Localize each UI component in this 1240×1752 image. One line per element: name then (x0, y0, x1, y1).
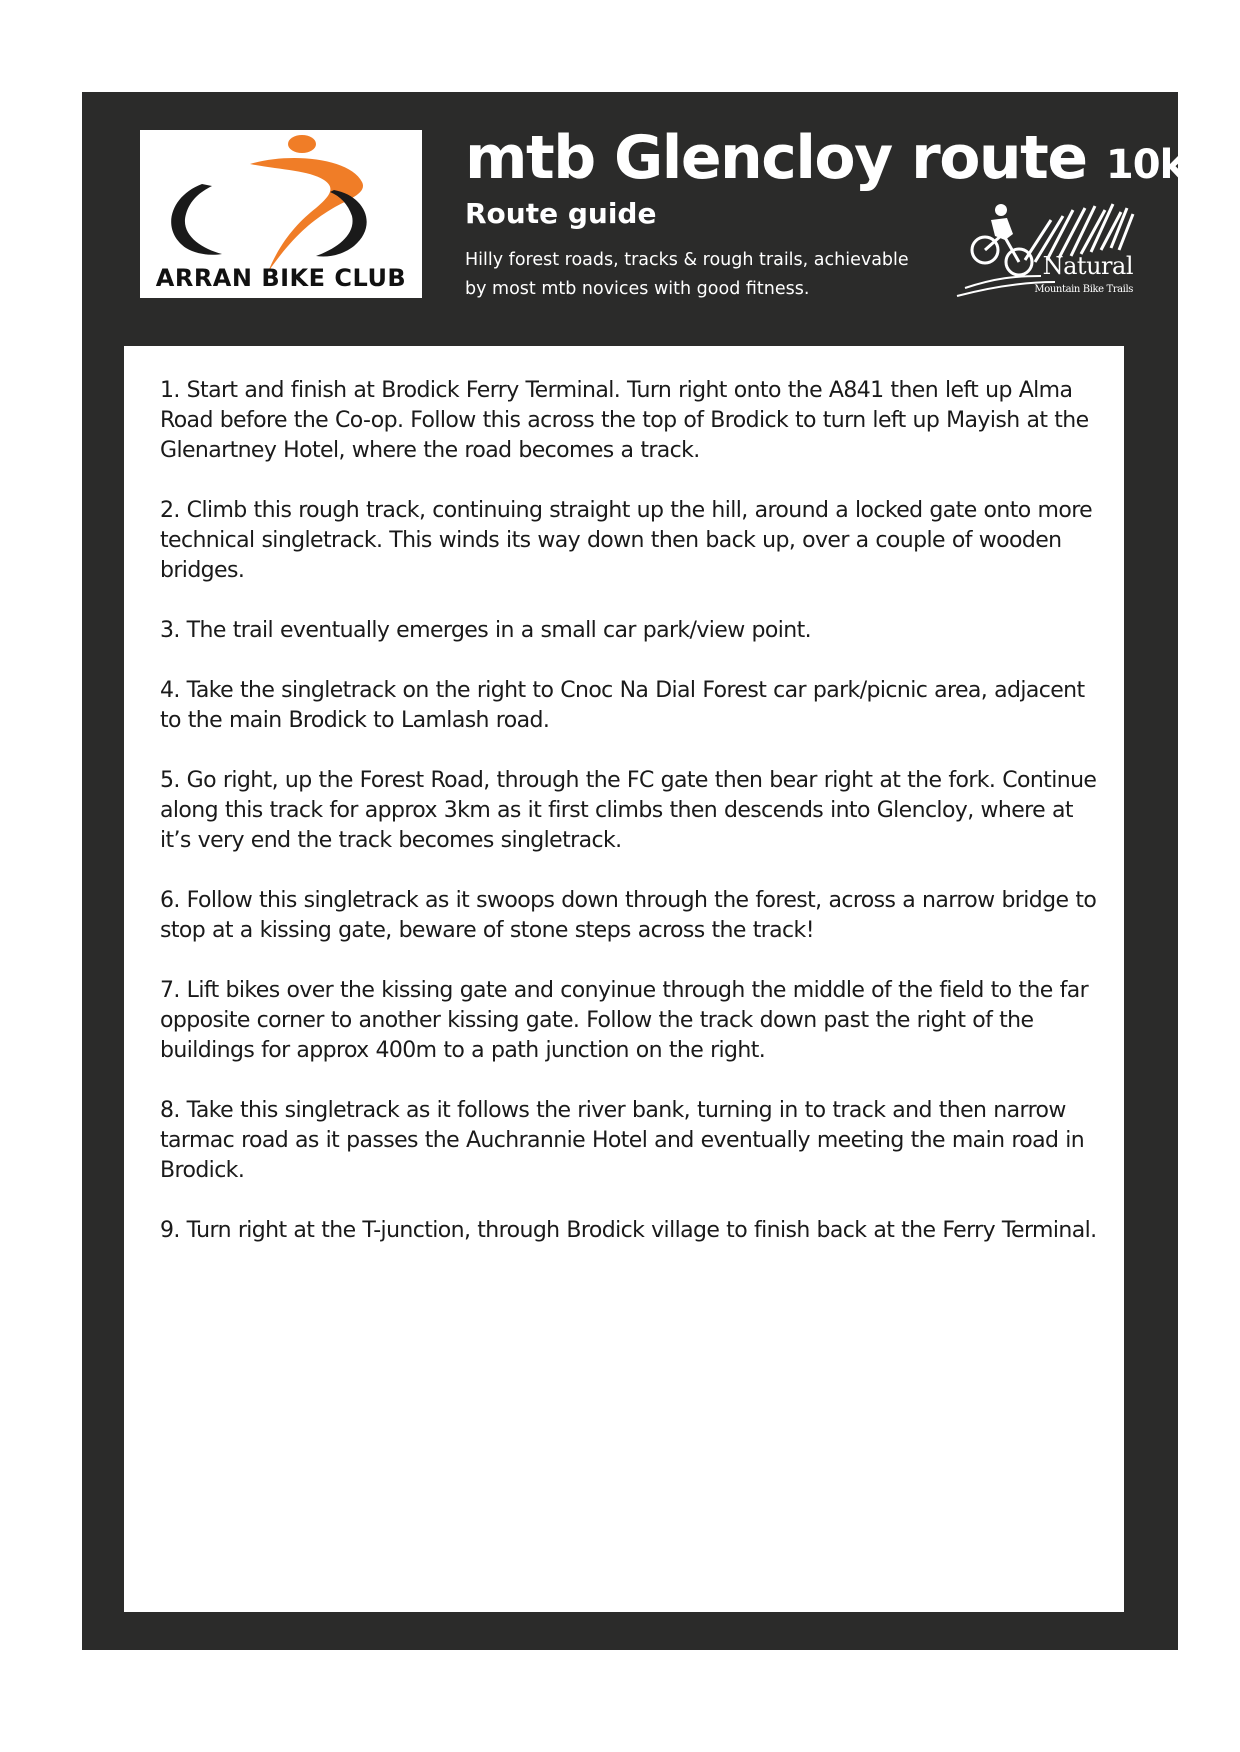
route-step-2: 2. Climb this rough track, continuing straight up the hill, around a locked gate onto more technical singletrack. This winds its way down then back up, over a couple of wooden bridges. (160, 498, 1093, 583)
route-step-4: 4. Take the singletrack on the right to Cnoc Na Dial Forest car park/picnic area, adjacent to the main Brodick to Lamlash road. (160, 678, 1085, 733)
route-step-3: 3. The trail eventually emerges in a small car park/view point. (160, 618, 812, 643)
route-step-1: 1. Start and finish at Brodick Ferry Terminal. Turn right onto the A841 then left up Alma Road before the Co-op. Follow this across the top of Brodick to turn left up Mayish at the Glenartney Hotel, where the road becomes a track. (160, 378, 1089, 463)
route-step-7: 7. Lift bikes over the kissing gate and conyinue through the middle of the field to the far opposite corner to another kissing gate. Follow the track down past the right of the buildings for approx 400m to a path junction on the right. (160, 978, 1089, 1063)
arran-bike-club-logo (140, 130, 422, 298)
route-steps-panel (124, 346, 1124, 1612)
route-step-6: 6. Follow this singletrack as it swoops down through the forest, across a narrow bridge to stop at a kissing gate, beware of stone steps across the track! (160, 888, 1097, 943)
route-steps-list (160, 376, 1110, 1276)
partner-logo-title: Natural (1042, 252, 1133, 280)
route-step-9: 9. Turn right at the T-junction, through Brodick village to finish back at the Ferry Terminal. (160, 1218, 1097, 1243)
title-main: mtb Glencloy route (465, 123, 1087, 193)
natural-mountain-bike-trails-logo (955, 200, 1135, 304)
page-subtitle: Route guide (465, 197, 657, 230)
partner-logo-subtitle: Mountain Bike Trails (1034, 284, 1133, 295)
logo-text: ARRAN BIKE CLUB (155, 264, 407, 292)
route-description: Hilly forest roads, tracks & rough trails, achievable by most mtb novices with good fitness. (465, 250, 909, 299)
route-step-5: 5. Go right, up the Forest Road, through the FC gate then bear right at the fork. Continue along this track for approx 3km as it first climbs then descends into Glencloy, where at it’s very end the track becomes singletrack. (160, 768, 1097, 853)
title-distance: 10km (1105, 142, 1226, 188)
route-step-8: 8. Take this singletrack as it follows the river bank, turning in to track and then narrow tarmac road as it passes the Auchrannie Hotel and eventually meeting the main road in Brodick. (160, 1098, 1085, 1183)
page-title (465, 122, 1226, 201)
